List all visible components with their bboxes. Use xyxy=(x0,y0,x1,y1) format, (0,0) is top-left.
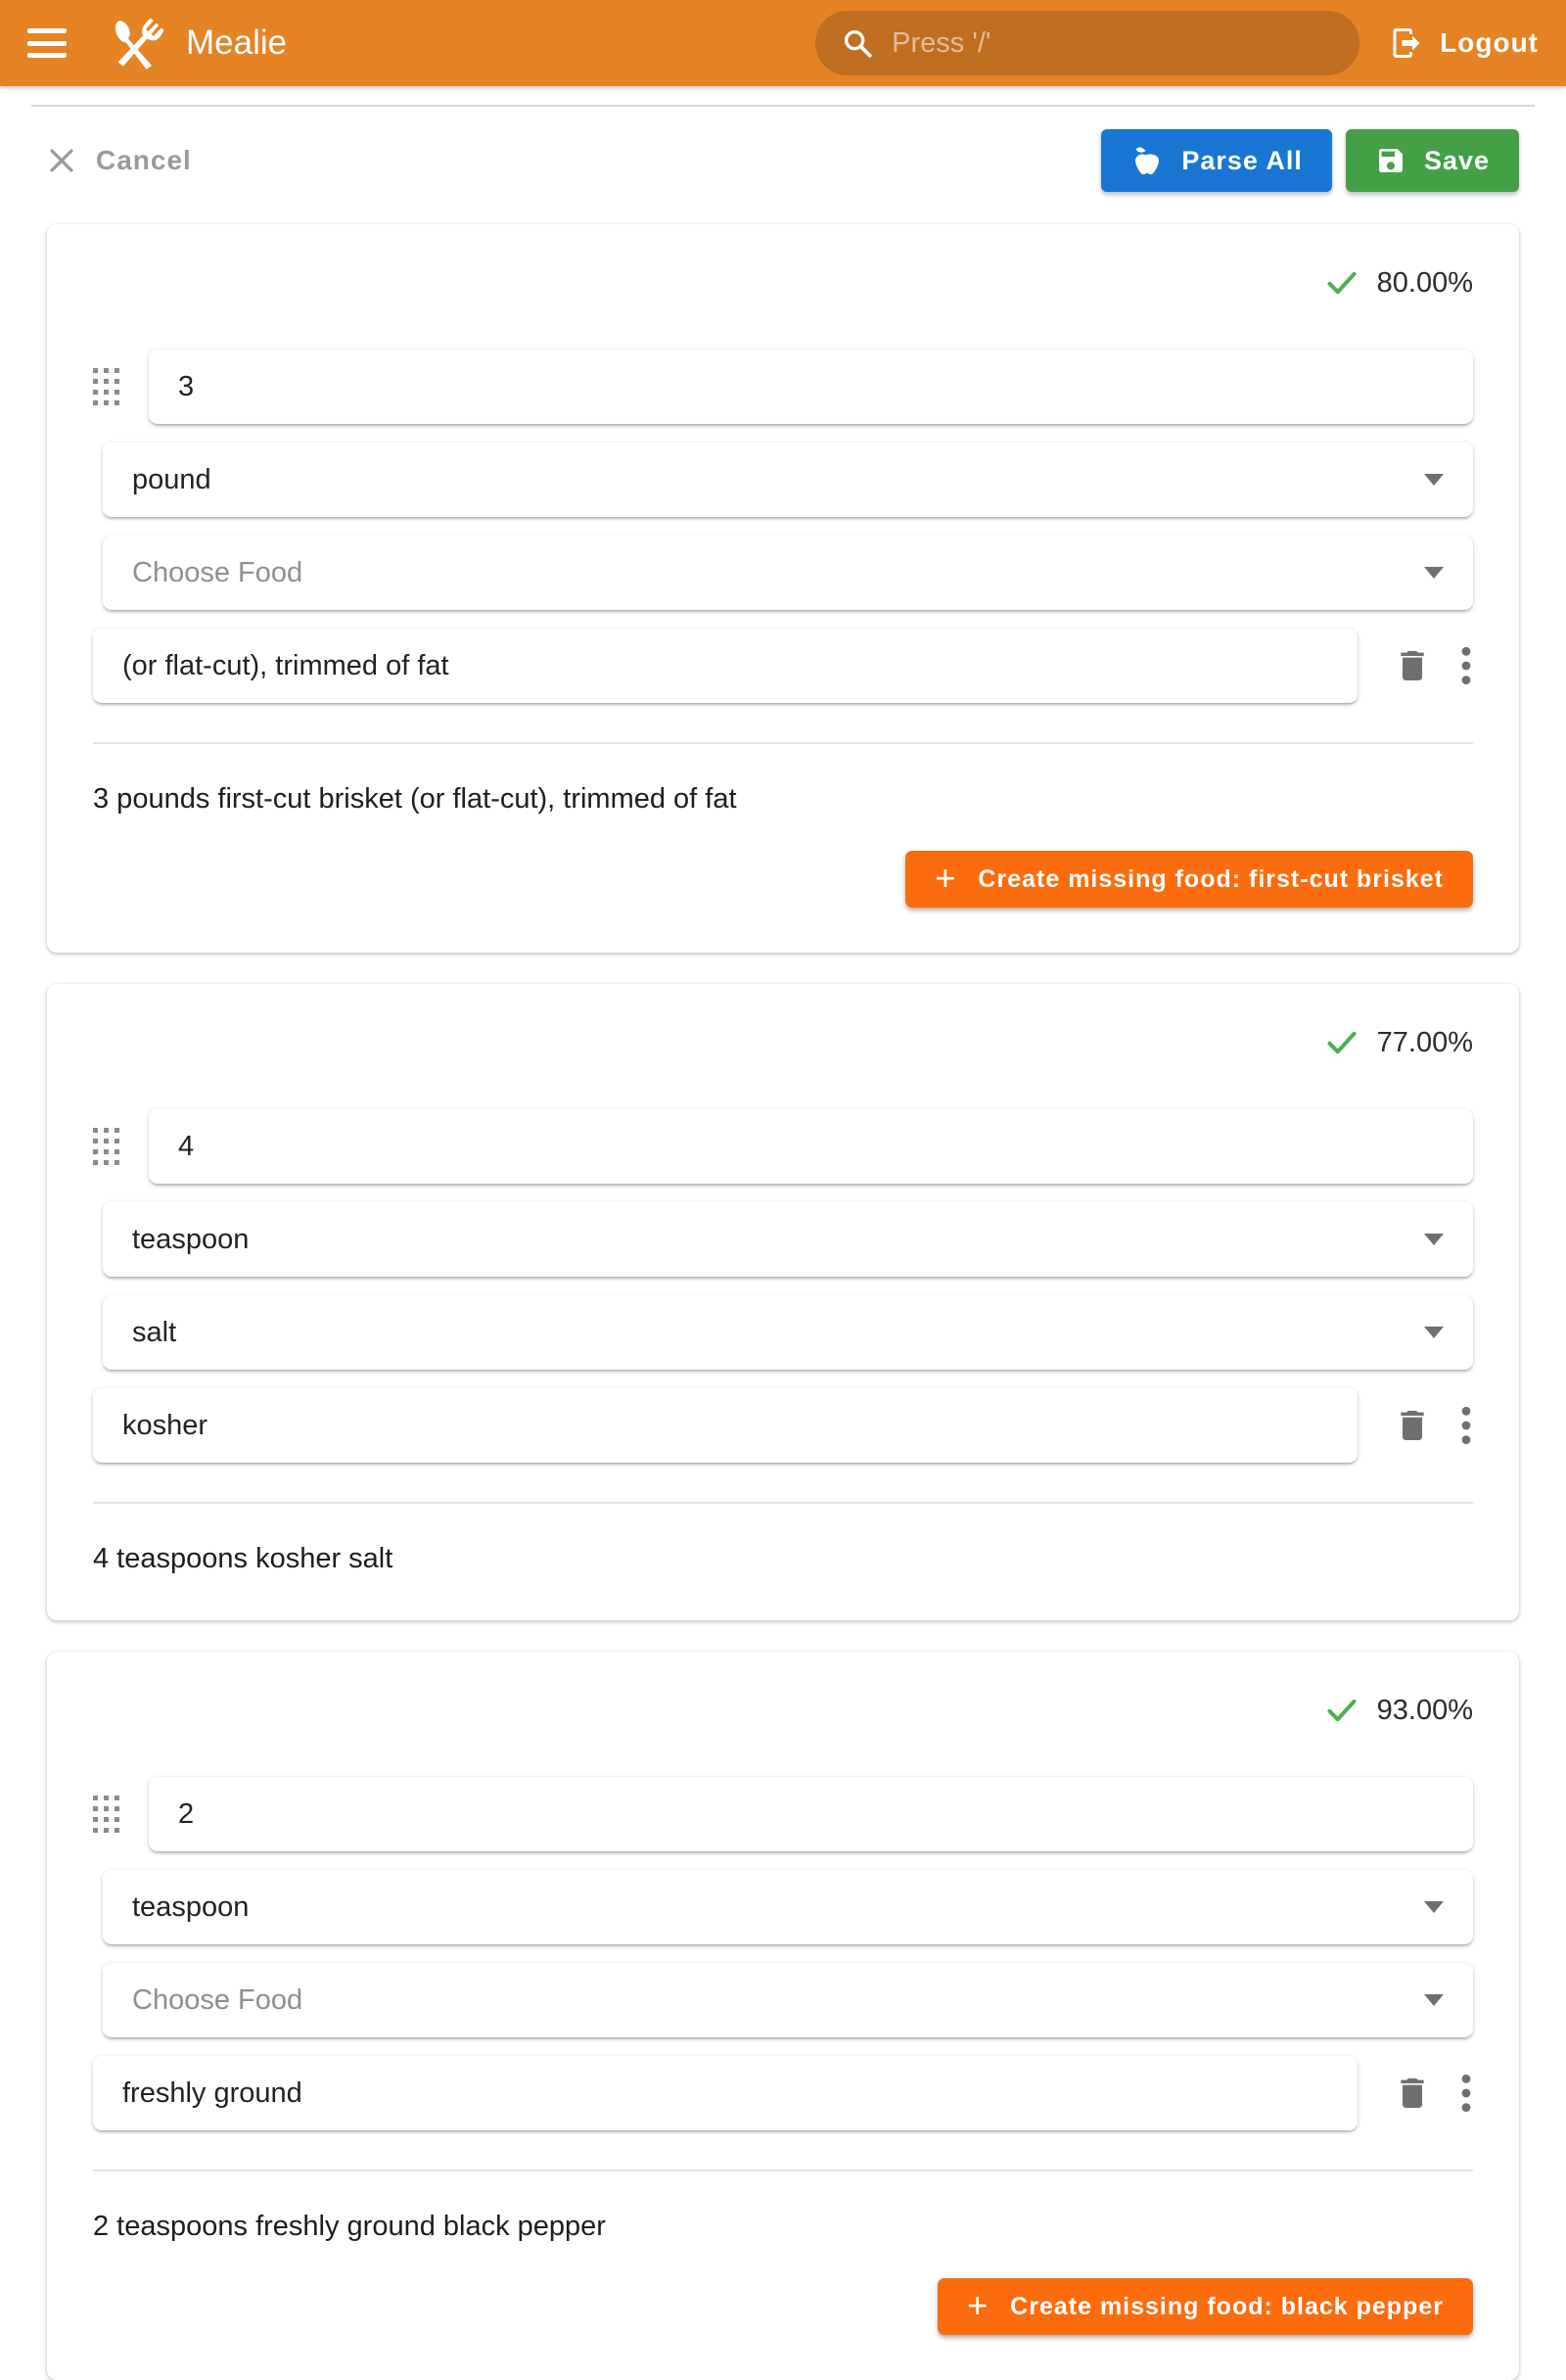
unit-value: teaspoon xyxy=(132,1223,250,1255)
menu-icon[interactable] xyxy=(27,28,67,58)
ingredient-card xyxy=(47,1652,1519,2380)
search-icon xyxy=(841,26,874,60)
food-row xyxy=(103,536,1473,610)
food-select[interactable] xyxy=(103,536,1473,610)
note-value: kosher xyxy=(122,1409,208,1441)
confidence-value: 80.00% xyxy=(1376,266,1473,299)
floppy-disk-icon xyxy=(1375,145,1406,176)
cancel-label: Cancel xyxy=(96,145,192,175)
save-button[interactable] xyxy=(1346,129,1519,192)
chevron-down-icon xyxy=(1424,474,1444,486)
logout-icon xyxy=(1389,25,1424,61)
unit-select[interactable] xyxy=(103,443,1473,517)
chevron-down-icon xyxy=(1424,1901,1444,1913)
more-options-button[interactable] xyxy=(1459,1404,1473,1447)
unit-value: pound xyxy=(132,463,211,495)
check-icon xyxy=(1322,1691,1361,1730)
chevron-down-icon xyxy=(1424,567,1444,579)
create-missing-food-button[interactable] xyxy=(938,2278,1473,2335)
delete-ingredient-button[interactable] xyxy=(1393,1406,1432,1445)
drag-handle-icon[interactable] xyxy=(93,1128,119,1165)
note-row xyxy=(93,2056,1473,2130)
parsed-ingredient-text: 4 teaspoons kosher salt xyxy=(93,1543,393,1574)
create-missing-food-row xyxy=(93,2278,1473,2335)
cancel-button[interactable] xyxy=(47,145,192,176)
drag-handle-icon[interactable] xyxy=(93,368,119,405)
food-value: salt xyxy=(132,1316,177,1348)
app-header xyxy=(0,0,1566,86)
quantity-value: 4 xyxy=(178,1130,195,1162)
close-icon xyxy=(47,146,76,175)
trash-icon xyxy=(1393,646,1432,685)
parsed-ingredient-text: 3 pounds first-cut brisket (or flat-cut), trimmed of fat xyxy=(93,783,737,815)
unit-value: teaspoon xyxy=(132,1890,250,1923)
confidence-value: 77.00% xyxy=(1376,1026,1473,1058)
parse-all-label: Parse All xyxy=(1181,145,1303,175)
note-value: (or flat-cut), trimmed of fat xyxy=(122,649,449,681)
note-input[interactable] xyxy=(93,629,1358,703)
food-row xyxy=(103,1295,1473,1370)
ingredient-card xyxy=(47,224,1519,953)
logout-label: Logout xyxy=(1440,27,1539,58)
delete-ingredient-button[interactable] xyxy=(1393,2074,1432,2113)
note-row xyxy=(93,629,1473,703)
check-icon xyxy=(1322,1023,1361,1062)
chevron-down-icon xyxy=(1424,1234,1444,1245)
quantity-value: 3 xyxy=(178,370,195,402)
food-value: Choose Food xyxy=(132,556,303,588)
drag-handle-icon[interactable] xyxy=(93,1796,119,1833)
editor-toolbar xyxy=(47,128,1519,193)
card-divider xyxy=(93,1502,1473,1504)
quantity-value: 2 xyxy=(178,1797,195,1830)
confidence-row xyxy=(93,1023,1473,1062)
fork-knife-logo-icon xyxy=(106,13,166,73)
ingredient-card xyxy=(47,984,1519,1620)
card-divider xyxy=(93,2170,1473,2171)
plus-icon: + xyxy=(935,857,957,898)
food-value: Choose Food xyxy=(132,1983,303,2016)
delete-ingredient-button[interactable] xyxy=(1393,646,1432,685)
quantity-input[interactable] xyxy=(149,1777,1473,1851)
trash-icon xyxy=(1393,1406,1432,1445)
kebab-menu-icon xyxy=(1459,644,1473,687)
quantity-input[interactable] xyxy=(149,1109,1473,1184)
plus-icon: + xyxy=(967,2284,990,2325)
search-placeholder: Press '/' xyxy=(892,26,991,59)
app-title: Mealie xyxy=(186,23,288,62)
food-select[interactable] xyxy=(103,1295,1473,1370)
save-label: Save xyxy=(1423,145,1490,175)
chevron-down-icon xyxy=(1424,1327,1444,1338)
quantity-row xyxy=(93,1109,1473,1184)
kebab-menu-icon xyxy=(1459,2072,1473,2115)
confidence-row xyxy=(93,263,1473,303)
search-input[interactable] xyxy=(815,11,1359,75)
card-divider xyxy=(93,742,1473,744)
confidence-value: 93.00% xyxy=(1376,1694,1473,1726)
check-icon xyxy=(1322,263,1361,303)
parsed-ingredient-text: 2 teaspoons freshly ground black pepper xyxy=(93,2211,606,2242)
note-input[interactable] xyxy=(93,2056,1358,2130)
unit-select[interactable] xyxy=(103,1870,1473,1944)
note-input[interactable] xyxy=(93,1388,1358,1463)
unit-row xyxy=(103,443,1473,517)
quantity-row xyxy=(93,1777,1473,1851)
more-options-button[interactable] xyxy=(1459,644,1473,687)
create-missing-food-button[interactable] xyxy=(905,851,1473,908)
unit-row xyxy=(103,1202,1473,1277)
header-divider xyxy=(31,105,1535,107)
create-missing-food-label: Create missing food: black pepper xyxy=(1010,2292,1444,2320)
unit-select[interactable] xyxy=(103,1202,1473,1277)
unit-row xyxy=(103,1870,1473,1944)
trash-icon xyxy=(1393,2074,1432,2113)
more-options-button[interactable] xyxy=(1459,2072,1473,2115)
quantity-input[interactable] xyxy=(149,350,1473,424)
note-value: freshly ground xyxy=(122,2077,302,2109)
apple-icon xyxy=(1130,144,1164,177)
create-missing-food-row xyxy=(93,851,1473,908)
kebab-menu-icon xyxy=(1459,1404,1473,1447)
chevron-down-icon xyxy=(1424,1994,1444,2006)
quantity-row xyxy=(93,350,1473,424)
create-missing-food-label: Create missing food: first-cut brisket xyxy=(978,864,1444,893)
logout-button[interactable] xyxy=(1389,25,1539,61)
note-row xyxy=(93,1388,1473,1463)
food-row xyxy=(103,1963,1473,2037)
parse-all-button[interactable] xyxy=(1101,129,1332,192)
food-select[interactable] xyxy=(103,1963,1473,2037)
confidence-row xyxy=(93,1691,1473,1730)
